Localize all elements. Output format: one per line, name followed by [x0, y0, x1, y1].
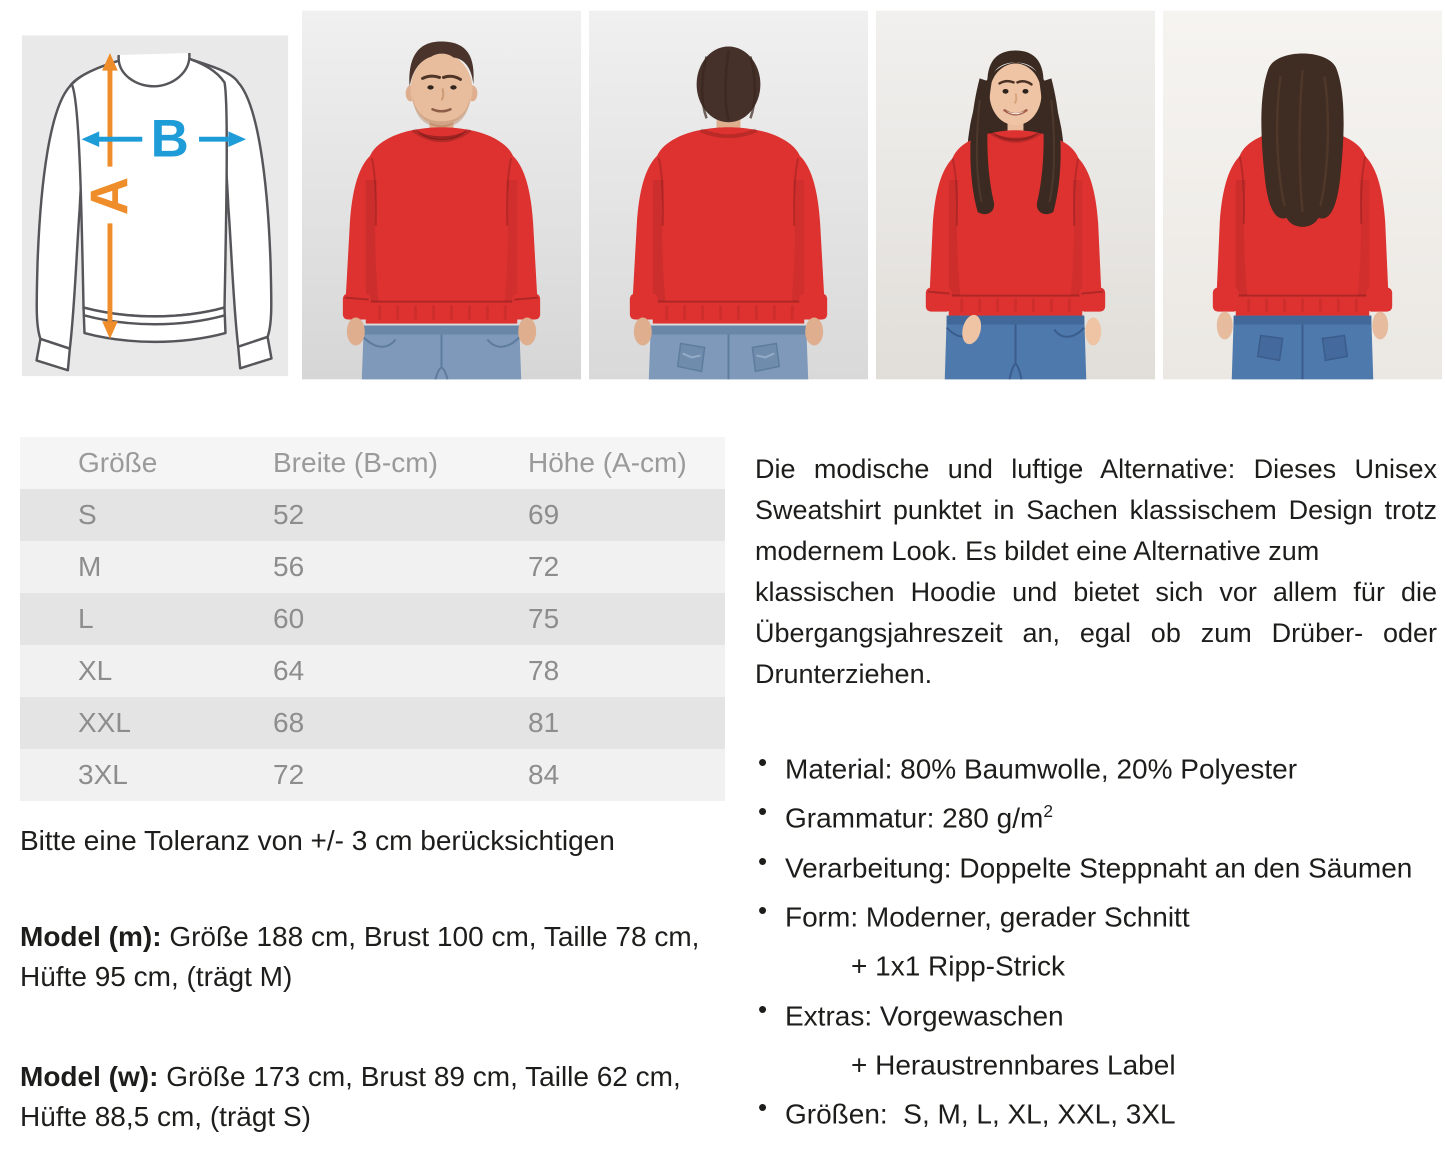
jeans [1232, 316, 1373, 380]
size-diagram [15, 10, 294, 380]
model-info-female [20, 1057, 720, 1137]
photo-male-front [302, 10, 581, 380]
table-row: XL 64 78 [20, 645, 725, 697]
size-table-header [20, 437, 725, 489]
model-male-details: Größe 188 cm, Brust 100 cm, Taille 78 cm, Hüfte 95 cm, (trägt M) [20, 921, 700, 992]
feature-fit: • Form: Moderner, gerader Schnitt [755, 889, 1437, 938]
description-line: Übergangsjahreszeit an, egal ob zum Drüber- oder [755, 618, 1437, 648]
model-female-label: Model (w): [20, 1061, 159, 1092]
sweatshirt-outline [37, 53, 272, 370]
photo-female-front [876, 10, 1155, 380]
table-row: 3XL 72 84 [20, 749, 725, 801]
feature-seams: • Verarbeitung: Doppelte Steppnaht an den Säumen [755, 840, 1437, 889]
table-row: S 52 69 [20, 489, 725, 541]
description-column [755, 437, 1437, 1137]
table-row: M 56 72 [20, 541, 725, 593]
feature-extras: • Extras: Vorgewaschen [755, 988, 1437, 1037]
height-label: A [80, 176, 140, 216]
jeans [649, 326, 808, 380]
feature-sizes: • Größen: S, M, L, XL, XXL, 3XL [755, 1086, 1437, 1135]
width-label: B [150, 109, 189, 169]
col-header-width: Breite (B-cm) [273, 447, 438, 478]
model-male-label: Model (m): [20, 921, 162, 952]
feature-extras-extra: + Heraustrennbares Label [851, 1049, 1176, 1081]
description-line: Sweatshirt punktet in Sachen klassischem Design trotz [755, 495, 1437, 525]
sweatshirt [630, 127, 827, 323]
model-female-details: Größe 173 cm, Brust 89 cm, Taille 62 cm, Hüfte 88,5 cm, (trägt S) [20, 1061, 681, 1132]
col-header-height: Höhe (A-cm) [528, 447, 687, 478]
size-diagram-image [15, 10, 294, 380]
description-line: klassischen Hoodie und bietet sich vor allem für die [755, 577, 1437, 607]
product-detail-section [0, 10, 1445, 1155]
male-back-illustration [589, 10, 868, 380]
jeans [362, 326, 521, 380]
description-line: Die modische und luftige Alternative: Dieses Unisex [755, 454, 1437, 484]
product-description [755, 449, 1437, 695]
male-front-illustration [302, 10, 581, 380]
col-header-size: Größe [78, 447, 158, 478]
size-chart-column [20, 437, 732, 1137]
female-front-illustration [876, 10, 1155, 380]
photo-male-back [589, 10, 868, 380]
description-line: Drunterziehen. [755, 659, 933, 689]
description-line: modernem Look. Es bildet eine Alternative zum [755, 536, 1320, 566]
size-table [20, 437, 725, 801]
sweatshirt [926, 130, 1105, 315]
product-image-gallery [15, 10, 1445, 380]
photo-female-back [1163, 10, 1442, 380]
female-back-illustration [1163, 10, 1442, 380]
hair-back-view [1261, 54, 1343, 227]
model-info-male [20, 917, 720, 997]
feature-grammage: • Grammatur: 280 $g/m^2$ [755, 790, 1437, 839]
feature-fit-extra: + 1x1 Ripp-Strick [851, 950, 1065, 982]
feature-material: • Material: 80% Baumwolle, 20% Polyester [755, 741, 1437, 790]
product-details [20, 437, 1437, 1137]
sweatshirt [343, 127, 540, 323]
feature-list [755, 741, 1437, 1136]
table-row: XXL 68 81 [20, 697, 725, 749]
table-row: L 60 75 [20, 593, 725, 645]
tolerance-note: Bitte eine Toleranz von +/- 3 cm berücksichtigen [20, 825, 615, 856]
